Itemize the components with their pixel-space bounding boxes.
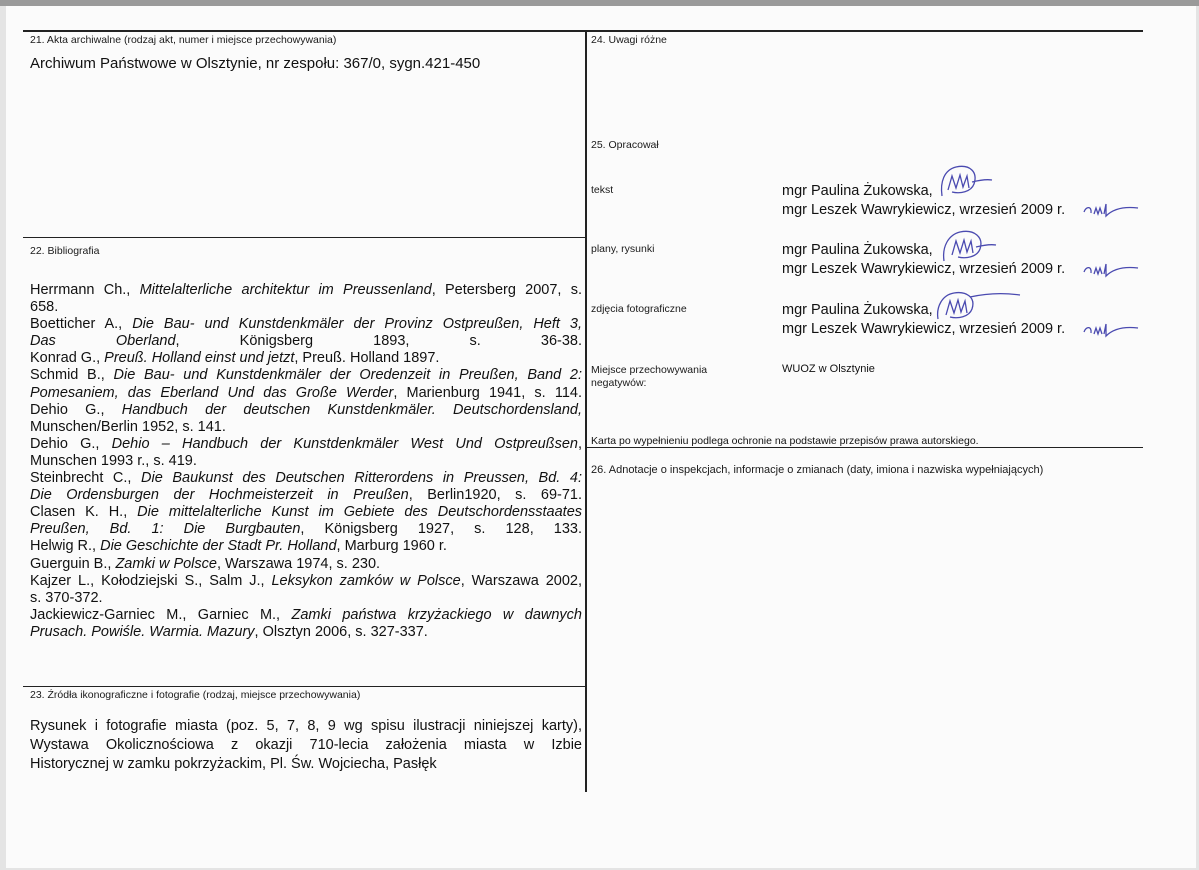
bibliography-text: Steinbrecht C.,: [30, 470, 142, 487]
prepared-row-plans-name2: mgr Leszek Wawrykiewicz, wrzesień 2009 r.: [782, 261, 1066, 277]
prepared-label: 25. Opracował: [591, 139, 659, 151]
bibliography-line: [30, 556, 582, 573]
top-border: [23, 30, 1143, 32]
signature-mark-3: [938, 225, 998, 265]
bibliography-title: Pomesaniem, das Eberland Und das Große Werder: [30, 384, 394, 401]
bibliography-title: Die Geschichte der Stadt Pr. Holland: [100, 538, 337, 555]
bibliography-title: Zamki w Polsce: [115, 555, 217, 572]
bibliography-line: [30, 333, 582, 350]
iconographic-label: 23. Źródła ikonograficzne i fotografie (rodzaj, miejsce przechowywania): [30, 689, 361, 701]
bibliography-text: Kajzer L., Kołodziejski S., Salm J.,: [30, 572, 272, 589]
prepared-row-photos-name1: mgr Paulina Żukowska,: [782, 302, 933, 318]
bibliography-text: Schmid B.,: [30, 367, 114, 384]
bibliography-title: Die mittelalterliche Kunst im Gebiete des Deutschordensstaates: [137, 504, 583, 521]
prepared-row-text-label: tekst: [591, 184, 614, 196]
bibliography-text: , Marienburg 1941, s. 114.: [393, 384, 582, 401]
prepared-row-plans-label: plany, rysunki: [591, 243, 655, 255]
bibliography-line: [30, 402, 582, 419]
bibliography-text: Helwig R.,: [30, 538, 101, 555]
bibliography-text: Konrad G.,: [30, 350, 105, 367]
bibliography-text: Guerguin B.,: [30, 555, 116, 572]
center-divider: [585, 30, 587, 792]
bibliography-line: [30, 538, 582, 555]
bibliography-text: Clasen K. H.,: [30, 504, 138, 521]
bibliography-text: , Marburg 1960 r.: [336, 538, 447, 555]
annotations-label: 26. Adnotacje o inspekcjach, informacje o zmianach (daty, imiona i nazwiska wypełniających): [591, 464, 1044, 476]
signature-mark-6: [1082, 318, 1142, 344]
bibliography-title: Leksykon zamków w Polsce: [271, 572, 461, 589]
bibliography-line: [30, 385, 582, 402]
bibliography-line: [30, 436, 582, 453]
bibliography-text: , Olsztyn 2006, s. 327-337.: [254, 623, 428, 640]
negatives-label-1: Miejsce przechowywania: [591, 364, 708, 376]
archival-label: 21. Akta archiwalne (rodzaj akt, numer i miejsce przechowywania): [30, 34, 337, 46]
iconographic-line: Historycznej w zamku pokrzyżackim, Pl. Św. Wojciecha, Pasłęk: [30, 756, 437, 772]
bibliography-title: Die Ordensburgen der Hochmeisterzeit in Preußen: [30, 487, 409, 504]
negatives-label-2: negatywów:: [591, 377, 647, 389]
bibliography-text: , Warszawa 2002,: [460, 572, 583, 589]
iconographic-list: [30, 717, 582, 774]
negatives-value: WUOZ w Olsztynie: [782, 363, 875, 375]
iconographic-line: Wystawa Okolicznościowa z okazji 710-lecia założenia miasta w Izbie: [30, 737, 582, 753]
bibliography-line: [30, 521, 582, 538]
bibliography-text: s. 370-372.: [30, 589, 103, 606]
bibliography-text: Munschen/Berlin 1952, s. 141.: [30, 418, 226, 435]
bibliography-line: [30, 573, 582, 590]
bibliography-line: [30, 453, 582, 470]
bibliography-text: Jackiewicz-Garniec M., Garniec M.,: [30, 606, 292, 623]
bibliography-line: [30, 470, 582, 487]
bibliography-line: [30, 607, 582, 624]
signature-mark-1: [934, 162, 994, 202]
bibliography-line: [30, 419, 582, 436]
bibliography-line: [30, 299, 582, 316]
remarks-label: 24. Uwagi różne: [591, 34, 667, 46]
bibliography-text: , Petersberg 2007, s.: [431, 282, 583, 298]
bibliography-text: ,: [577, 435, 583, 452]
prepared-row-photos-name2: mgr Leszek Wawrykiewicz, wrzesień 2009 r.: [782, 321, 1066, 337]
bibliography-line: [30, 487, 582, 504]
bibliography-text: , Preuß. Holland 1897.: [294, 350, 440, 367]
prepared-row-photos-label: zdjęcia fotograficzne: [591, 303, 687, 315]
prepared-row-text-name1: mgr Paulina Żukowska,: [782, 183, 933, 199]
bibliography-title: Preuß. Holland einst und jetzt: [104, 350, 295, 367]
bibliography-text: Munschen 1993 r., s. 419.: [30, 452, 197, 469]
bibliography-list: [30, 282, 582, 641]
bibliography-line: [30, 316, 582, 333]
bibliography-title: Prusach. Powiśle. Warmia. Mazury: [30, 623, 255, 640]
left-divider-2: [23, 686, 586, 687]
bibliography-text: , Königsberg 1927, s. 128, 133.: [300, 521, 582, 538]
bibliography-line: [30, 282, 582, 299]
bibliography-title: Dehio – Handbuch der Kunstdenkmäler West Und Ostpreußsen: [111, 435, 578, 452]
bibliography-title: Die Baukunst des Deutschen Ritterordens in Preussen, Bd. 4:: [141, 470, 582, 487]
bibliography-title: Preußen, Bd. 1: Die Burgbauten: [30, 521, 301, 538]
archival-value: Archiwum Państwowe w Olsztynie, nr zespołu: 367/0, sygn.421-450: [30, 55, 481, 72]
bibliography-text: Herrmann Ch.,: [30, 282, 140, 298]
bibliography-line: [30, 350, 582, 367]
iconographic-line: Rysunek i fotografie miasta (poz. 5, 7, 8, 9 wg spisu ilustracji niniejszej karty),: [30, 718, 582, 734]
signature-mark-2: [1082, 198, 1142, 224]
bibliography-title: Handbuch der deutschen Kunstdenkmäler. Deutschordensland,: [121, 401, 582, 418]
bibliography-title: Zamki państwa krzyżackiego w dawnych: [291, 606, 582, 623]
bibliography-text: Dehio G.,: [30, 435, 112, 452]
bibliography-text: Dehio G.,: [30, 401, 122, 418]
prepared-row-plans-name1: mgr Paulina Żukowska,: [782, 242, 933, 258]
bibliography-text: 658.: [30, 299, 59, 316]
prepared-row-text-name2: mgr Leszek Wawrykiewicz, wrzesień 2009 r.: [782, 202, 1066, 218]
bibliography-line: [30, 624, 582, 641]
right-divider: [586, 447, 1143, 448]
bibliography-label: 22. Bibliografia: [30, 245, 100, 257]
bibliography-line: [30, 504, 582, 521]
bibliography-title: Mittelalterliche architektur im Preussenland: [139, 282, 432, 298]
copyright-notice: Karta po wypełnieniu podlega ochronie na podstawie przepisów prawa autorskiego.: [591, 435, 979, 447]
bibliography-text: , Warszawa 1974, s. 230.: [216, 555, 381, 572]
bibliography-title: Das Oberland: [30, 333, 176, 350]
bibliography-line: [30, 590, 582, 607]
bibliography-title: Die Bau- und Kunstdenkmäler der Provinz Ostpreußen, Heft 3,: [132, 316, 582, 333]
bibliography-line: [30, 367, 582, 384]
bibliography-text: , Berlin1920, s. 69-71.: [408, 487, 582, 504]
signature-mark-5: [932, 285, 1022, 325]
bibliography-text: , Königsberg 1893, s. 36-38.: [175, 333, 582, 350]
left-divider-1: [23, 237, 586, 238]
signature-mark-4: [1082, 258, 1142, 284]
bibliography-title: Die Bau- und Kunstdenkmäler der Oredenzeit in Preußen, Band 2:: [113, 367, 582, 384]
bibliography-text: Boetticher A.,: [30, 316, 133, 333]
